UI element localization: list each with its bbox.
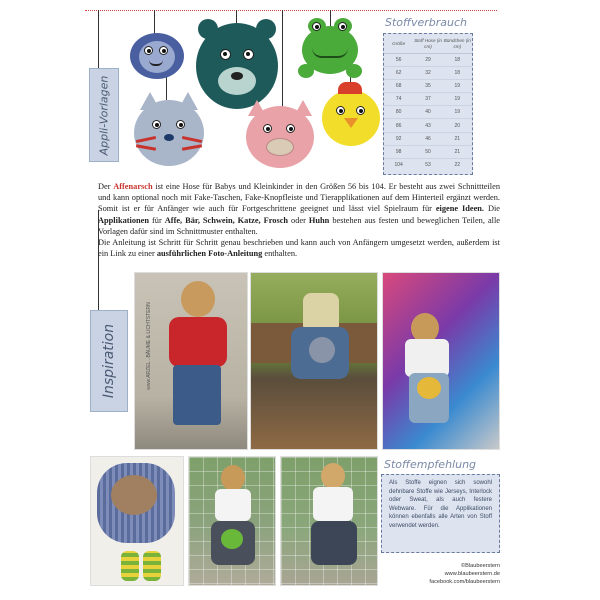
pig-ear xyxy=(248,100,266,116)
child-head xyxy=(181,281,215,317)
child-jeans xyxy=(173,365,221,425)
cell: 19 xyxy=(454,83,461,90)
chicken-applique xyxy=(322,90,380,146)
size-table-header xyxy=(384,34,472,54)
inspiration-label: Inspiration xyxy=(101,323,118,399)
cell: 19 xyxy=(454,109,461,116)
chicken-beak xyxy=(344,118,358,128)
chicken-comb xyxy=(338,82,362,94)
text-run: enthalten. xyxy=(262,249,298,259)
cell: 86 xyxy=(395,122,402,129)
text-run: Die xyxy=(484,204,500,214)
cat-applique xyxy=(134,100,204,166)
cell: 32 xyxy=(425,70,431,77)
cat-whisker xyxy=(136,136,156,143)
intro-paragraph xyxy=(98,237,500,259)
table-row xyxy=(384,106,472,119)
size-table xyxy=(383,33,473,175)
cell: 18 xyxy=(454,70,461,77)
emphasis-ideas: eigene Ideen. xyxy=(435,204,485,214)
monkey-face-patch xyxy=(139,41,175,73)
bear-ear xyxy=(256,19,276,39)
cell: 18 xyxy=(454,57,461,64)
cell: 35 xyxy=(425,83,431,90)
cell: 40 xyxy=(425,109,431,116)
text-run: ist eine Hose für Babys und Kleinkinder in den Größen 56 bis 104. Er besteht aus zwei Schnittteilen und kann optional noch mit Fake-Taschen, Fake-Knopfleiste und Tierapplikationen auf dem Hinterteil ergänzt werden. Somit ist er für Anfänger wie auch für Fortgeschrittene geeignet und lässt viel Spielraum für xyxy=(98,182,501,214)
frog-leg xyxy=(346,64,362,78)
photo-baby-bear-pants xyxy=(90,456,184,586)
frog-eye xyxy=(312,22,321,31)
frog-leg xyxy=(298,64,314,78)
stoffverbrauch-title: Stoffverbrauch xyxy=(385,16,468,29)
baby-sock xyxy=(143,551,161,581)
table-row xyxy=(384,159,472,172)
chicken-eye xyxy=(356,106,365,115)
frog-eye xyxy=(338,22,347,31)
pig-eye xyxy=(263,124,272,133)
text-run: Der xyxy=(98,182,114,191)
cat-whisker xyxy=(136,144,156,150)
table-row xyxy=(384,93,472,106)
stoffempfehlung-title: Stoffempfehlung xyxy=(384,458,477,471)
lion-patch xyxy=(417,377,441,399)
header-stoff-hose: Stoff Hose (in cm) xyxy=(414,38,442,49)
cell: 50 xyxy=(425,148,431,155)
pig-snout xyxy=(266,138,294,156)
pig-eye xyxy=(286,124,295,133)
bear-applique xyxy=(196,23,278,109)
intro-text xyxy=(98,181,500,259)
inspiration-tag xyxy=(90,310,128,412)
text-run: Die Anleitung ist Schritt für Schritt genau beschrieben und kann auch von Anfängern umgesetzt werden, außerdem ist ein Link zu einer xyxy=(98,237,500,259)
photo-child-climbing-log xyxy=(250,272,378,450)
intro-paragraph xyxy=(98,181,500,237)
table-row xyxy=(384,119,472,132)
hanging-string xyxy=(282,10,283,108)
cell: 29 xyxy=(425,57,431,64)
chicken-eye xyxy=(336,106,345,115)
credits-copyright: ©Blaubeerstern xyxy=(461,563,500,569)
photo-child-graffiti-wall xyxy=(382,272,500,450)
photo-child-frog-pants xyxy=(188,456,276,586)
bear-nose xyxy=(231,72,243,80)
cell: 46 xyxy=(425,135,431,142)
table-row xyxy=(384,80,472,93)
cell: 80 xyxy=(395,109,402,116)
monkey-eye xyxy=(144,46,153,55)
header-buendchen: Bündchen (in cm) xyxy=(443,38,471,49)
photo-child-dark-pants xyxy=(280,456,378,586)
child-white-shirt xyxy=(405,339,449,377)
baby-sock xyxy=(121,551,139,581)
foto-anleitung-link[interactable]: ausführlichen Foto-Anleitung xyxy=(156,249,263,259)
photo-watermark: www.ARZEL...BÄUME & LICHTSTERN xyxy=(145,302,152,390)
monkey-eye xyxy=(159,46,168,55)
fabric-recommendation-text: Als Stoffe eignen sich sowohl dehnbare Stoffe wie Jerseys, Interlock oder Sweat, als auch festere Webware. Für die Applikationen können ebenfalls alle Arten von Stoff verwendet werden. xyxy=(381,474,500,553)
cell: 74 xyxy=(395,96,402,103)
table-row xyxy=(384,133,472,146)
product-name: Affenarsch xyxy=(113,182,153,191)
cell: 92 xyxy=(395,135,402,142)
cat-whisker xyxy=(182,144,202,150)
cell: 37 xyxy=(425,96,431,103)
child-white-shirt xyxy=(215,489,251,521)
emphasis-animals: Affe, Bär, Schwein, Katze, Frosch xyxy=(164,215,289,225)
credits-website[interactable]: www.blaubeerstern.de xyxy=(444,571,500,578)
child-pants xyxy=(311,521,357,565)
frog-applique xyxy=(302,26,358,74)
emphasis-huhn: Huhn xyxy=(308,215,330,225)
cell: 21 xyxy=(454,135,461,142)
table-row xyxy=(384,54,472,67)
appli-vorlagen-tag xyxy=(89,68,119,162)
monkey-applique xyxy=(130,33,184,79)
cell: 21 xyxy=(454,148,461,155)
emphasis-applikationen: Applikationen xyxy=(98,215,150,225)
monkey-patch xyxy=(309,337,335,363)
text-run: bestehen aus festen und beweglichen Teilen, alle Vorlagen dafür sind im Schnittmuster enthalten. xyxy=(98,215,500,236)
header-groesse: Größe xyxy=(392,40,406,46)
child-white-shirt xyxy=(313,487,353,521)
cat-eye xyxy=(176,120,185,129)
text-run: für xyxy=(149,215,165,225)
cell: 53 xyxy=(425,162,431,169)
cat-eye xyxy=(152,120,161,129)
bear-eye xyxy=(243,49,254,60)
bear-eye xyxy=(220,49,231,60)
cell: 20 xyxy=(454,122,461,129)
table-row xyxy=(384,146,472,159)
cat-ear xyxy=(178,92,198,110)
pig-ear xyxy=(294,100,312,116)
cell: 104 xyxy=(394,162,403,169)
child-head xyxy=(221,465,245,491)
cell: 98 xyxy=(395,148,402,155)
cat-ear xyxy=(140,92,160,110)
table-row xyxy=(384,67,472,80)
credits xyxy=(420,562,500,586)
cell: 43 xyxy=(425,122,431,129)
appli-vorlagen-label: Appli-Vorlagen xyxy=(97,75,111,155)
text-run: oder xyxy=(288,215,309,225)
cell: 68 xyxy=(395,83,402,90)
child-red-shirt xyxy=(169,317,227,367)
cell: 62 xyxy=(395,70,402,77)
child-head xyxy=(321,463,345,489)
cat-nose xyxy=(164,134,174,141)
bear-patch xyxy=(111,475,157,515)
cell: 19 xyxy=(454,96,461,103)
photo-child-red-shirt xyxy=(134,272,248,450)
hanging-string xyxy=(98,10,99,68)
cell: 22 xyxy=(454,162,461,169)
top-dotted-border xyxy=(85,10,497,11)
frog-patch xyxy=(221,529,243,549)
bear-ear xyxy=(198,19,218,39)
credits-facebook[interactable]: facebook.com/blaubeerstern xyxy=(429,579,500,586)
cat-whisker xyxy=(182,136,202,143)
frog-mouth xyxy=(312,48,348,58)
pig-applique xyxy=(246,106,314,168)
cell: 56 xyxy=(395,57,402,64)
